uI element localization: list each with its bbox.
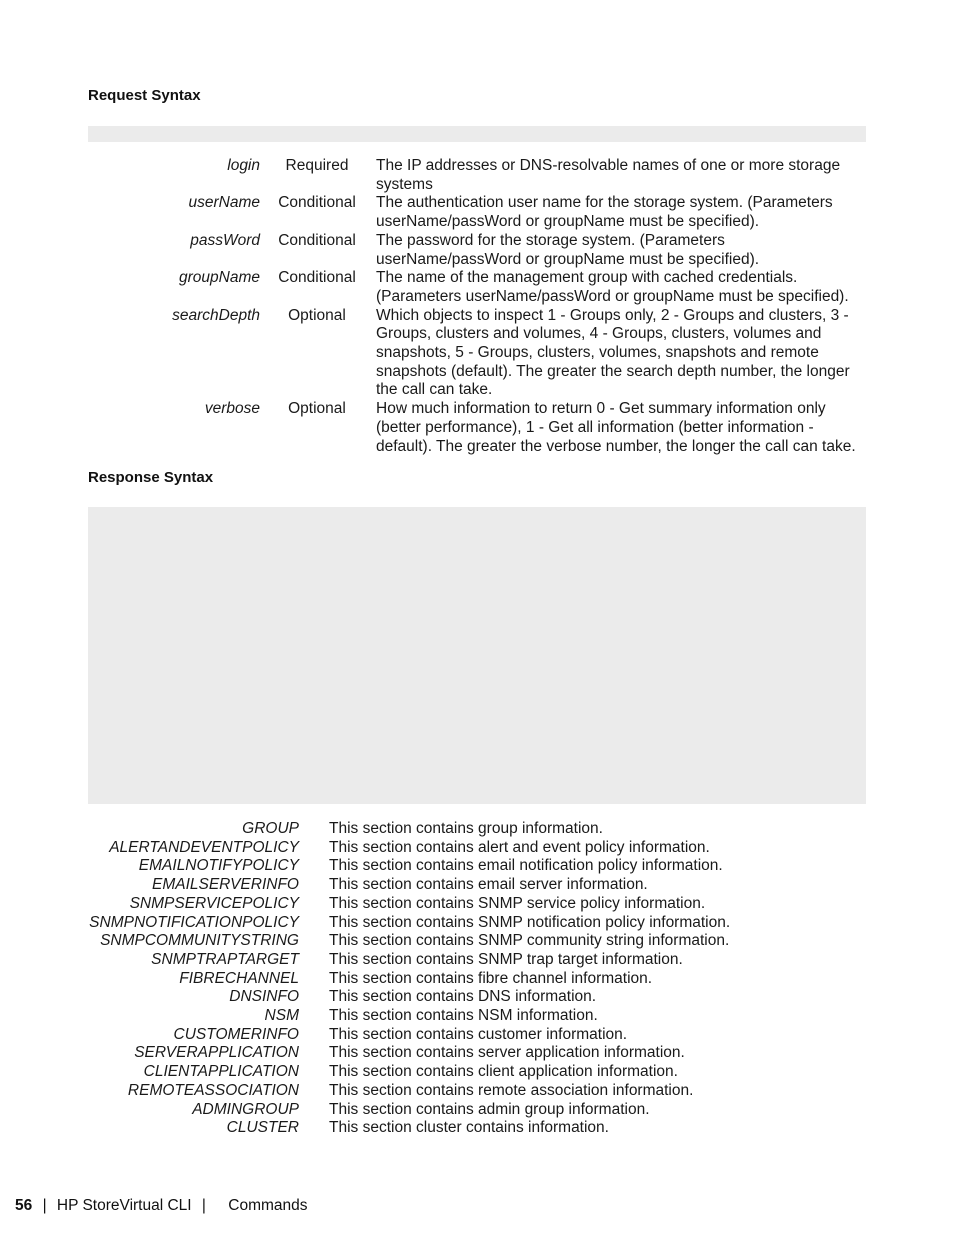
section-description: This section contains SNMP community string information. — [329, 932, 730, 950]
param-name: groupName — [179, 269, 260, 287]
param-row — [88, 269, 868, 306]
section-description: This section cluster contains information. — [329, 1119, 609, 1137]
section-name: SNMPCOMMUNITYSTRING — [100, 932, 299, 950]
param-row — [88, 194, 868, 231]
section-row — [88, 820, 868, 839]
param-name: userName — [188, 194, 260, 212]
section-name: EMAILSERVERINFO — [151, 876, 299, 894]
param-description: Which objects to inspect 1 - Groups only, 2 - Groups and clusters, 3 - Groups, clusters and volumes, 4 - Groups, clusters, volumes and snapshots, 5 - Groups, clusters, volumes, snapshots and remote snapshots (default). The greater the search depth number, the longer the call can take. — [376, 306, 850, 399]
section-description: This section contains group information. — [329, 820, 603, 837]
param-requirement: Optional — [288, 306, 346, 324]
section-name: NSM — [264, 1007, 299, 1025]
section-row — [88, 876, 868, 895]
section-name: SNMPTRAPTARGET — [151, 950, 299, 968]
param-name: searchDepth — [172, 306, 260, 324]
response-syntax-heading: Response Syntax — [88, 469, 214, 486]
section-name: CLUSTER — [226, 1119, 299, 1137]
section-description: This section contains server application information. — [329, 1044, 685, 1062]
section-row — [88, 1007, 868, 1026]
section-row — [88, 839, 868, 858]
section-description: This section contains email notification policy information. — [329, 857, 723, 875]
param-requirement: Conditional — [278, 269, 356, 287]
request-syntax-heading: Request Syntax — [88, 87, 201, 104]
section-name: FIBRECHANNEL — [179, 969, 299, 987]
section-row — [88, 951, 868, 970]
section-description: This section contains email server information. — [329, 876, 648, 894]
section-description: This section contains SNMP trap target information. — [329, 950, 683, 968]
request-code-block — [88, 126, 866, 142]
section-description: This section contains NSM information. — [329, 1007, 598, 1025]
param-requirement: Required — [285, 157, 349, 174]
section-description: This section contains customer information. — [329, 1025, 628, 1043]
param-requirement: Conditional — [278, 231, 356, 249]
section-row — [88, 1063, 868, 1082]
section-row — [88, 857, 868, 876]
param-name: passWord — [190, 231, 260, 249]
section-description: This section contains alert and event policy information. — [329, 838, 710, 856]
section-name: SNMPNOTIFICATIONPOLICY — [89, 913, 299, 931]
section-row — [88, 914, 868, 933]
section-name: CLIENTAPPLICATION — [143, 1063, 299, 1081]
page-footer — [15, 1197, 308, 1215]
param-row — [88, 307, 868, 401]
param-row — [88, 400, 868, 456]
param-requirement: Conditional — [278, 194, 356, 212]
section-name: SNMPSERVICEPOLICY — [129, 894, 299, 912]
section-description: This section contains admin group information. — [329, 1100, 650, 1118]
section-description: This section contains SNMP notification policy information. — [329, 913, 731, 931]
section-description: This section contains client application information. — [329, 1063, 678, 1081]
section-row — [88, 970, 868, 989]
section-row — [88, 932, 868, 951]
param-requirement: Optional — [288, 400, 346, 418]
footer-separator: | — [42, 1197, 47, 1214]
section-row — [88, 1044, 868, 1063]
chapter-title: Commands — [228, 1197, 308, 1214]
section-description: This section contains fibre channel information. — [329, 969, 653, 987]
param-description: How much information to return 0 - Get summary information only (better performance), 1 - Get all information (better information - default). The greater the verbose number, the longer the call can take. — [376, 400, 856, 455]
param-description: The password for the storage system. (Parameters userName/passWord or groupName must be specified). — [376, 231, 760, 268]
section-name: DNSINFO — [229, 988, 299, 1006]
section-name: ADMINGROUP — [192, 1100, 299, 1118]
response-code-block — [88, 507, 866, 804]
param-row — [88, 157, 868, 194]
page-number: 56 — [15, 1197, 33, 1214]
section-description: This section contains DNS information. — [329, 988, 597, 1006]
param-name: login — [227, 157, 260, 174]
section-row — [88, 1082, 868, 1101]
section-name: REMOTEASSOCIATION — [127, 1081, 299, 1099]
section-row — [88, 1119, 868, 1138]
parameter-table — [88, 157, 868, 456]
section-row — [88, 895, 868, 914]
section-table — [88, 820, 868, 1138]
section-name: CUSTOMERINFO — [173, 1025, 299, 1043]
param-description: The IP addresses or DNS-resolvable names of one or more storage systems — [376, 157, 841, 193]
section-row — [88, 1026, 868, 1045]
section-name: GROUP — [242, 820, 299, 837]
param-description: The name of the management group with cached credentials. (Parameters userName/passWord or groupName must be specified). — [376, 269, 849, 305]
section-description: This section contains SNMP service policy information. — [329, 894, 706, 912]
section-name: ALERTANDEVENTPOLICY — [109, 838, 299, 856]
section-row — [88, 988, 868, 1007]
section-name: SERVERAPPLICATION — [134, 1044, 299, 1062]
section-row — [88, 1101, 868, 1120]
param-name: verbose — [204, 400, 260, 418]
book-title: HP StoreVirtual CLI — [56, 1197, 192, 1214]
footer-separator: | — [201, 1197, 206, 1214]
section-name: EMAILNOTIFYPOLICY — [138, 857, 299, 875]
section-description: This section contains remote association information. — [329, 1081, 694, 1099]
param-row — [88, 232, 868, 269]
param-description: The authentication user name for the storage system. (Parameters userName/passWord or groupName must be specified). — [376, 194, 833, 231]
